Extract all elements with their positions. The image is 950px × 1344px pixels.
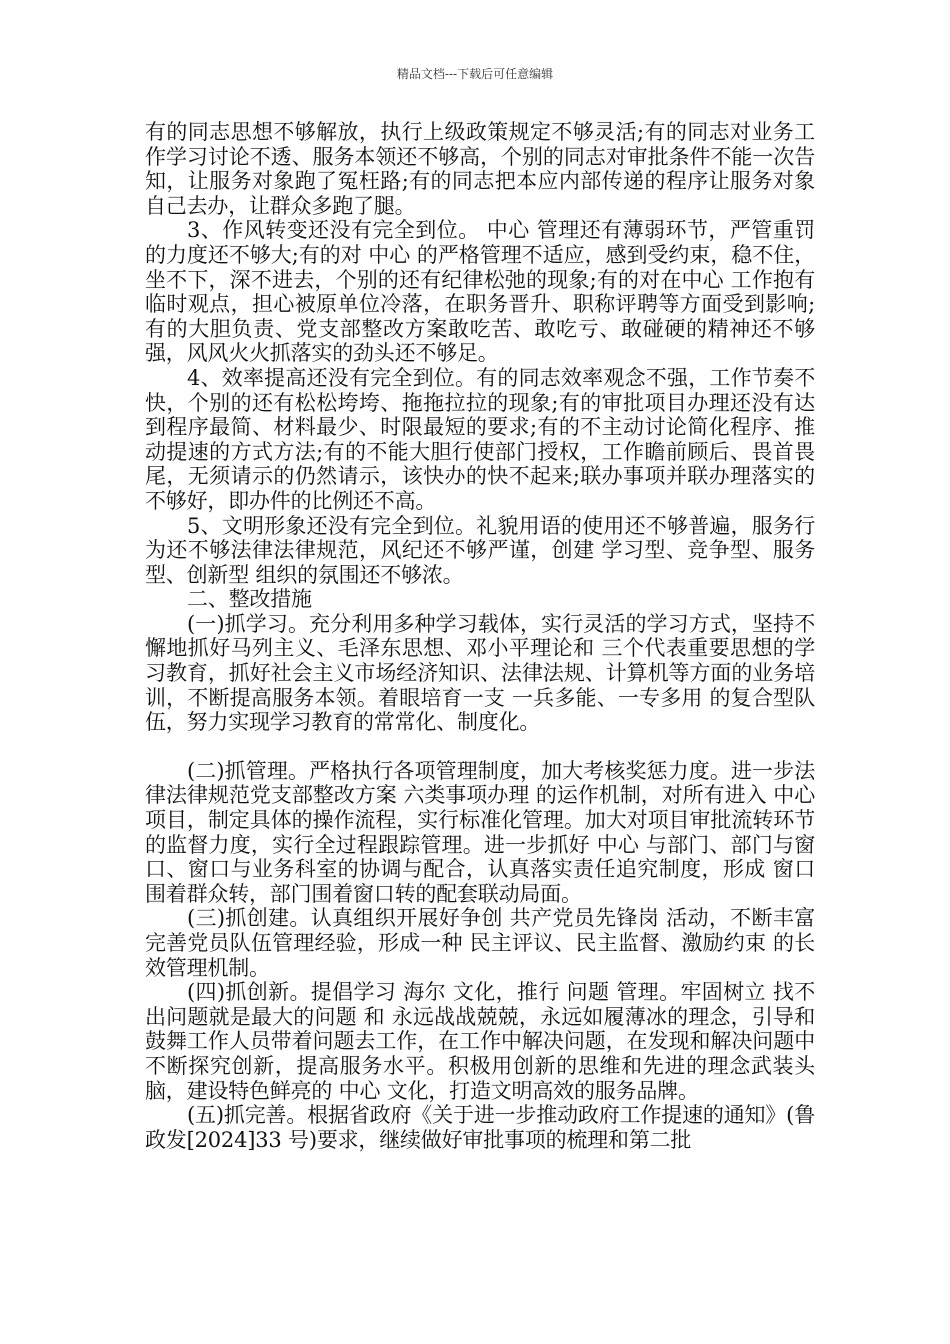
- paragraph-item-4: 4、效率提高还没有完全到位。有的同志效率观念不强，工作节奏不快，个别的还有松松垮垮、拖拖拉拉的现象;有的审批项目办理还没有达到程序最简、材料最少、时限最短的要求;有的不主动讨论简化程序、推动提速的方式方法;有的不能大胆行使部门授权，工作瞻前顾后、畏首畏尾，无须请示的仍然请示，该快办的快不起来;联办事项并联办理落实的不够好，即办件的比例还不高。: [145, 365, 815, 513]
- section-heading-measures: 二、整改措施: [187, 587, 312, 612]
- paragraph-measure-1: (一)抓学习。充分利用多种学习载体，实行灵活的学习方式，坚持不懈地抓好马列主义、毛泽东思想、邓小平理论和 三个代表重要思想的学习教育，抓好社会主义市场经济知识、法律法规、计算机等方面的业务培训，不断提高服务本领。着眼培育一支 一兵多能、一专多用 的复合型队伍，努力实现学习教育的常常化、制度化。: [145, 611, 815, 735]
- paragraph-item-5: 5、文明形象还没有完全到位。礼貌用语的使用还不够普遍，服务行为还不够法律法律规范，风纪还不够严谨，创建 学习型、竞争型、服务型、创新型 组织的氛围还不够浓。: [145, 513, 815, 587]
- paragraph-continued: 有的同志思想不够解放，执行上级政策规定不够灵活;有的同志对业务工作学习讨论不透、服务本领还不够高，个别的同志对审批条件不能一次告知，让服务对象跑了冤枉路;有的同志把本应内部传递的程序让服务对象自己去办，让群众多跑了腿。: [145, 120, 815, 218]
- paragraph-measure-4: (四)抓创新。提倡学习 海尔 文化，推行 问题 管理。牢固树立 找不出问题就是最大的问题 和 永远战战兢兢，永远如履薄冰的理念，引导和鼓舞工作人员带着问题去工作，在工作中解决问题，在发现和解决问题中不断探究创新，提高服务水平。积极用创新的思维和先进的理念武装头脑，建设特色鲜亮的 中心 文化，打造文明高效的服务品牌。: [145, 980, 815, 1103]
- paragraph-item-3: 3、作风转变还没有完全到位。 中心 管理还有薄弱环节，严管重罚的力度还不够大;有的对 中心 的严格管理不适应，感到受约束，稳不住，坐不下，深不进去，个别的还有纪律松弛的现象;有的对在中心 工作抱有临时观点，担心被原单位冷落，在职务晋升、职称评聘等方面受到影响;有的大胆负责、党支部整改方案敢吃苦、敢吃亏、敢碰硬的精神还不够强，风风火火抓落实的劲头还不够足。: [145, 218, 815, 366]
- paragraph-measure-3: (三)抓创建。认真组织开展好争创 共产党员先锋岗 活动，不断丰富完善党员队伍管理经验，形成一种 民主评议、民主监督、激励约束 的长效管理机制。: [145, 906, 815, 980]
- paragraph-measure-5: (五)抓完善。根据省政府《关于进一步推动政府工作提速的通知》(鲁政发[2024]33 号)要求，继续做好审批事项的梳理和第二批: [145, 1103, 815, 1152]
- page-header: 精品文档---下载后可任意编辑: [396, 67, 554, 81]
- paragraph-measure-2: (二)抓管理。严格执行各项管理制度，加大考核奖惩力度。进一步法律法律规范党支部整改方案 六类事项办理 的运作机制，对所有进入 中心 项目，制定具体的操作流程，实行标准化管理。加大对项目审批流转环节的监督力度，实行全过程跟踪管理。进一步抓好 中心 与部门、部门与窗口、窗口与业务科室的协调与配合，认真落实责任追究制度，形成 窗口围着群众转，部门围着窗口转的配套联动局面。: [145, 758, 815, 906]
- document-body: [145, 120, 815, 1152]
